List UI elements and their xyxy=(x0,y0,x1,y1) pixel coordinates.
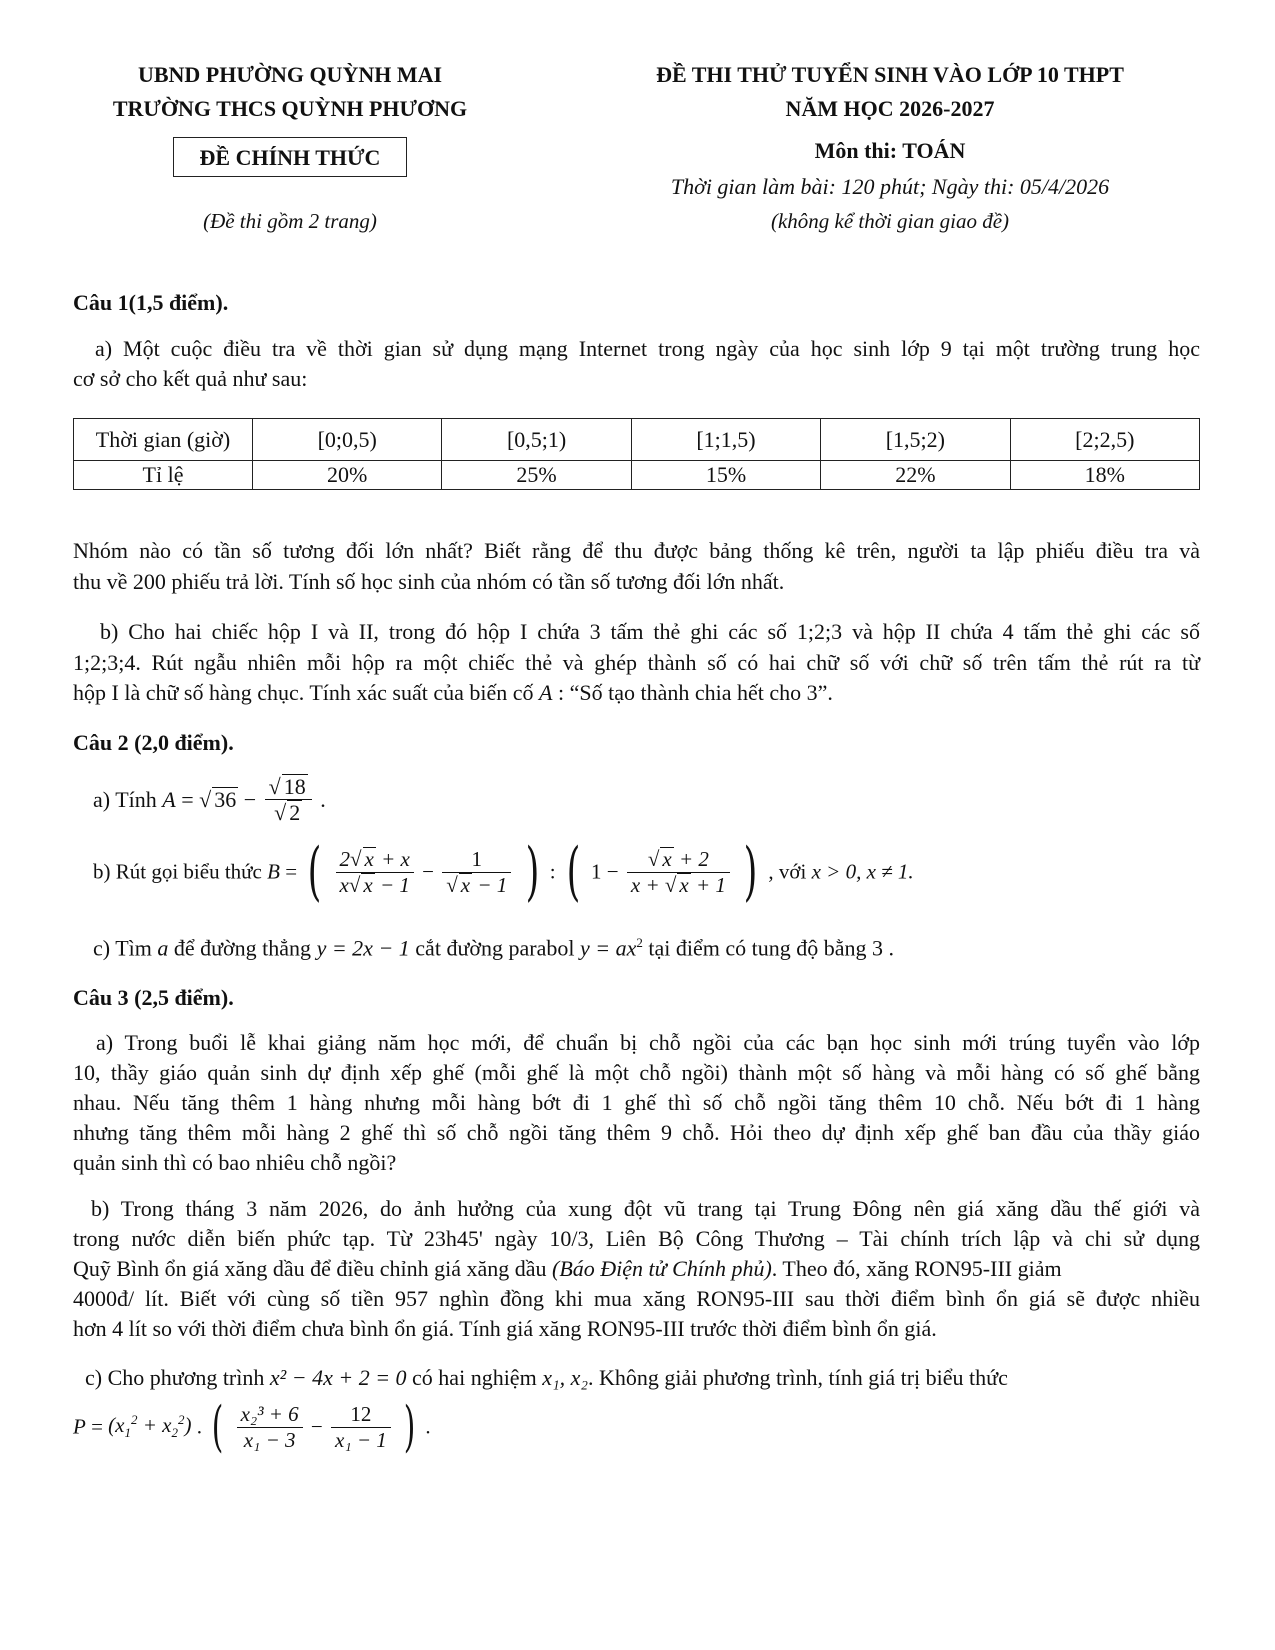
radicand: 2 xyxy=(289,800,301,826)
fraction-denominator: x₁ − 3 xyxy=(243,1427,296,1452)
line-equation: y = 2x − 1 xyxy=(316,935,410,961)
source-citation: (Báo Điện tử Chính phủ) xyxy=(552,1256,772,1281)
q3c-end: . Không giải phương trình, tính giá trị biểu thức xyxy=(588,1365,1008,1390)
school-year: NĂM HỌC 2026-2027 xyxy=(785,96,995,121)
q1b-line3 xyxy=(73,680,1200,706)
radicand: 18 xyxy=(283,774,306,799)
right-paren: ) xyxy=(403,1395,416,1458)
parabola-equation: y = ax xyxy=(579,935,637,961)
exam-title: ĐỀ THI THỬ TUYỂN SINH VÀO LỚP 10 THPT xyxy=(656,62,1124,87)
exam-subject: Môn thi: TOÁN xyxy=(814,138,966,163)
radicand: 36 xyxy=(214,786,237,812)
q3b-line3 xyxy=(73,1256,1200,1282)
left-paren: ( xyxy=(211,1395,224,1458)
q1-title: Câu 1(1,5 điểm). xyxy=(73,290,229,315)
sum-of-squares: $(x_1^2 + x_2^2)$ xyxy=(108,1412,192,1441)
minus-sign: − xyxy=(243,786,257,812)
left-paren: ( xyxy=(566,835,581,909)
q1b-line2: 1;2;3;4. Rút ngẫu nhiên mỗi hộp ra một chiếc thẻ và ghép thành số có hai chữ số với chữ số trên tấm thẻ rút ra từ xyxy=(73,650,1200,675)
q3b-text: Quỹ Bình ổn giá xăng dầu để điều chỉnh giá xăng dầu xyxy=(73,1256,553,1281)
q3b-line2: trong nước diễn biến phức tạp. Từ 23h45' ngày 10/3, Liên Bộ Công Thương – Tài chính trích lập và chi sử dụng xyxy=(73,1226,1200,1251)
fraction-numerator: x₂³ + 6 xyxy=(237,1402,303,1427)
q3c-line xyxy=(85,1365,1008,1391)
condition-text: , với xyxy=(768,859,812,884)
p-expression: $P = (x_1^2 + x_2^2)$ . ( $\frac{\text{x₂³ + 6}}{\text{x₁ − 3}}$ − $\frac{12}{\text{x₁ − 1}}$ ) . xyxy=(73,1395,431,1458)
q3a-line4: nhưng tăng thêm mỗi hàng 2 ghế thì số chỗ ngồi tăng thêm 9 chỗ. Hỏi theo dự định xếp ghế ban đầu của thầy giáo xyxy=(73,1120,1200,1145)
right-paren: ) xyxy=(743,835,758,909)
q3a-line5: quản sinh thì có bao nhiêu chỗ ngồi? xyxy=(73,1150,397,1175)
table-ratio: 15% xyxy=(631,461,820,490)
fraction xyxy=(237,1402,303,1451)
condition: x > 0, x ≠ 1. xyxy=(811,859,914,884)
table-interval: [1,5;2) xyxy=(821,419,1010,461)
exam-time: Thời gian làm bài: 120 phút; Ngày thi: 05/4/2026 xyxy=(670,174,1110,199)
q2b-label: b) Rút gọi biểu thức xyxy=(93,859,268,884)
fraction-numerator: √ 18 xyxy=(265,774,312,800)
q3b-line1: b) Trong tháng 3 năm 2026, do ảnh hưởng của xung đột vũ trang tại Trung Đông nên giá xăng dầu thế giới và xyxy=(91,1196,1200,1221)
q3b-text2: . Theo đó, xăng RON95-III giảm xyxy=(771,1256,1062,1281)
fraction: $\frac{√ x + 2}{x + √ x + 1}$ xyxy=(627,847,730,896)
table-header-ratio: Tỉ lệ xyxy=(74,461,253,490)
sqrt-36: √ 36 xyxy=(199,786,237,812)
q1b-line1: b) Cho hai chiếc hộp I và II, trong đó hộp I chứa 3 tấm thẻ ghi các số 1;2;3 và hộp II chứa 4 tấm thẻ ghi các số xyxy=(100,619,1200,644)
q2c-label: c) Tìm xyxy=(93,935,158,961)
q3b-line5: hơn 4 lít so với thời điểm chưa bình ổn giá. Tính giá xăng RON95-III trước thời điểm bình ổn giá. xyxy=(73,1316,937,1341)
q1b-text: hộp I là chữ số hàng chục. Tính xác suất của biến cố xyxy=(73,680,540,705)
q3c-label: c) Cho phương trình xyxy=(85,1365,270,1390)
fraction: $\frac{1}{√ x - 1}$ xyxy=(442,847,511,896)
official-exam-box: ĐỀ CHÍNH THỨC xyxy=(173,137,407,177)
q2a-label: a) Tính xyxy=(93,786,163,812)
q2c-text: để đường thẳng xyxy=(168,935,317,961)
q2c-text2: cắt đường parabol xyxy=(409,935,580,961)
var-P: P xyxy=(73,1414,86,1439)
q3b-line4: 4000đ/ lít. Biết với cùng số tiền 957 nghìn đồng khi mua xăng RON95-III sau thời điểm bình ổn giá sẽ được nhiều xyxy=(73,1286,1200,1311)
q3-title: Câu 3 (2,5 điểm). xyxy=(73,985,234,1010)
quadratic-equation: x² − 4x + 2 = 0 xyxy=(269,1365,407,1390)
fraction-denominator: x₁ − 1 xyxy=(335,1427,387,1452)
q2c-end: tại điểm có tung độ bằng 3 . xyxy=(642,935,894,961)
fraction xyxy=(331,1402,391,1451)
q3a-line2: 10, thầy giáo quản sinh dự định xếp ghế (mỗi ghế là một chỗ ngồi) thành một số hàng và mỗi hàng có số ghế bằng xyxy=(73,1060,1200,1085)
q1a-line2: cơ sở cho kết quả như sau: xyxy=(73,366,308,391)
q1a-line1: a) Một cuộc điều tra về thời gian sử dụng mạng Internet trong ngày của học sinh lớp 9 tại một trường trung học xyxy=(95,336,1200,361)
fraction xyxy=(265,774,312,826)
q2c-line: c) Tìm a để đường thẳng y = 2x − 1 cắt đường parabol $y = ax^2$ tại điểm có tung độ bằng 3 . xyxy=(93,935,894,961)
var-a: a xyxy=(157,935,169,961)
right-paren: ) xyxy=(525,835,539,909)
table-interval: [2;2,5) xyxy=(1010,419,1199,461)
table-ratio: 20% xyxy=(253,461,442,490)
q2a-line xyxy=(93,774,326,826)
table-ratio: 18% xyxy=(1010,461,1199,490)
table-interval: [0,5;1) xyxy=(442,419,631,461)
roots: x₁, x₂ xyxy=(542,1365,589,1390)
time-note: (không kể thời gian giao đề) xyxy=(770,209,1010,233)
equals-sign: = xyxy=(285,859,298,884)
q3a-line1: a) Trong buổi lễ khai giảng năm học mới, để chuẩn bị chỗ ngồi của các bạn học sinh mới trúng tuyển vào lớp xyxy=(96,1030,1200,1055)
q3c-text: có hai nghiệm xyxy=(406,1365,543,1390)
equals-sign: = xyxy=(181,786,194,812)
fraction: $\frac{2√ x + x}{x√ x - 1}$ xyxy=(336,847,414,896)
q3a-line3: nhau. Nếu tăng thêm 1 hàng nhưng mỗi hàng bớt đi 1 ghế thì số chỗ ngồi tăng thêm 10 chỗ. Nếu bớt đi 1 hàng xyxy=(73,1090,1200,1115)
table-header-time: Thời gian (giờ) xyxy=(74,419,253,461)
q1a-question-line2: thu về 200 phiếu trả lời. Tính số học sinh của nhóm có tần số tương đối lớn nhất. xyxy=(73,569,785,594)
q1b-event: : “Số tạo thành chia hết cho 3”. xyxy=(552,680,833,705)
survey-table xyxy=(73,418,1200,490)
event-variable: A xyxy=(539,680,553,705)
q2-title: Câu 2 (2,0 điểm). xyxy=(73,730,234,755)
fraction-numerator: 12 xyxy=(331,1402,391,1427)
school-name: TRƯỜNG THCS QUỲNH PHƯƠNG xyxy=(112,96,468,121)
fraction-denominator: √ 2 xyxy=(274,800,301,826)
table-ratio: 22% xyxy=(821,461,1010,490)
q2b-line: b) Rút gọi biểu thức B = ( $\frac{2√ x + x}{x√ x - 1}$ − $\frac{1}{√ x - 1}$ ) : ( 1 − $\frac{√ x + 2}{x + √ x + 1}$ ) , với x > 0, x ≠ 1. xyxy=(93,835,914,909)
left-paren: ( xyxy=(307,835,322,909)
table-ratio: 25% xyxy=(442,461,631,490)
var-A: A xyxy=(162,786,176,812)
school-authority: UBND PHƯỜNG QUỲNH MAI xyxy=(137,62,443,87)
q1a-question-line1: Nhóm nào có tần số tương đối lớn nhất? Biết rằng để thu được bảng thống kê trên, người ta lập phiếu điều tra và xyxy=(73,538,1200,563)
table-interval: [0;0,5) xyxy=(253,419,442,461)
period: . xyxy=(320,786,326,812)
pages-note: (Đề thi gồm 2 trang) xyxy=(203,209,377,233)
var-B: B xyxy=(267,859,280,884)
table-interval: [1;1,5) xyxy=(631,419,820,461)
